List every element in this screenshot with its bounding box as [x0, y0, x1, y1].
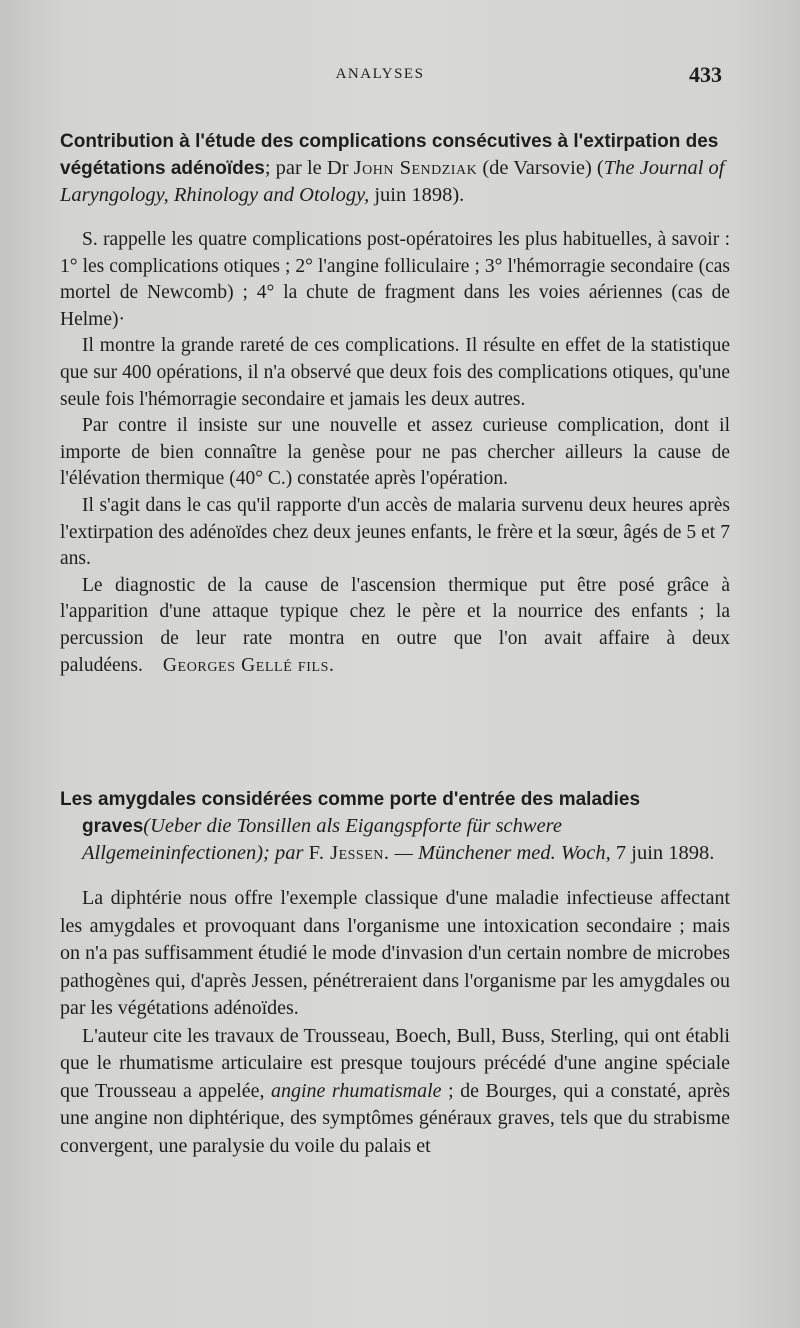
title-original-language: (Ueber die Tonsillen als Eigangspforte für schwere Allgemeininfectionen) [82, 815, 562, 864]
author-origin: (de Varsovie) ( [477, 157, 604, 179]
author-name: John Sendziak [353, 157, 478, 179]
paragraph: La diphtérie nous offre l'exemple classique d'une maladie infectieuse affectant les amygdales et provoquant dans l'organisme une intoxication secondaire ; mais on n'a pas suffisamment étudié le mode d'invasion d'un certain nombre de microbes pathogènes qui, d'après Jessen, pénétreraient dans l'organisme par les amygdales ou par les végétations adénoïdes. [60, 887, 730, 1019]
title-main: Les amygdales considérées comme porte d'entrée des maladies graves [60, 789, 641, 837]
author-name: F. Jessen. [308, 842, 390, 864]
page-number: 433 [689, 62, 722, 87]
journal-name: The Journal of Laryngology, Rhinology and Otology, [60, 157, 725, 206]
article-jessen [60, 786, 730, 1160]
running-header [0, 62, 800, 92]
paragraph-text-continued: ; de Bourges, qui a constaté, après une angine non diphtérique, des symptômes généraux graves, tels que du strabisme convergent, une paralysie du voile du palais et [60, 1079, 731, 1157]
reviewer-signature: Georges Gellé fils. [162, 654, 335, 676]
article-title [60, 786, 730, 867]
paragraph: Par contre il insiste sur une nouvelle et assez curieuse complication, dont il importe de bien connaître la genèse pour ne pas chercher ailleurs la cause de l'élévation thermique (40° C.) constatée après l'opération. [60, 415, 730, 490]
paragraph-text: Le diagnostic de la cause de l'ascension thermique put être posé grâce à l'apparition d'une attaque typique chez le père et la nourrice des enfants ; la percussion de leur rate montra en outre que l'on avait affaire à deux paludéens. [60, 574, 730, 676]
paragraph-text: L'auteur cite les travaux de Trousseau, Boech, Bull, Buss, Sterling, qui ont établi que le rhumatisme articulaire est presque toujours précédé d'une angine spéciale que Trousseau a appelée, [60, 1024, 730, 1102]
paragraph: Il montre la grande rareté de ces complications. Il résulte en effet de la statistique que sur 400 opérations, il n'a observé que deux fois des complications otiques, qu'une seule fois l'hémorragie secondaire et jamais les deux autres. [60, 335, 730, 410]
paragraph: Il s'agit dans le cas qu'il rapporte d'un accès de malaria survenu deux heures après l'extirpation des adénoïdes chez deux jeunes enfants, le frère et la sœur, âgés de 5 et 7 ans. [60, 494, 730, 570]
italic-term: angine rhumatismale [270, 1079, 442, 1102]
paragraph-with-signature [60, 573, 730, 679]
paragraph: S. rappelle les quatre complications post-opératoires les plus habituelles, à savoir : 1° les complications otiques ; 2° l'angine folliculaire ; 3° l'hémorragie secondaire (cas mortel de Newcomb) ; 4° la chute de fragment dans les voies aériennes (cas de Helme)· [60, 229, 730, 330]
article-sendziak [60, 128, 730, 679]
article-title [60, 128, 730, 209]
publication-date: 7 juin 1898. [610, 842, 715, 864]
running-title: ANALYSES [335, 66, 425, 82]
publication-date: juin 1898). [369, 184, 465, 206]
paragraph [60, 1023, 730, 1161]
title-connector: ; par le Dr [264, 157, 354, 179]
title-main: Contribution à l'étude des complications consécutives à l'extirpation des végétations adénoïdes [60, 131, 719, 179]
journal-name: — Münchener med. Woch, [389, 842, 611, 864]
title-connector: ; par [263, 842, 309, 864]
